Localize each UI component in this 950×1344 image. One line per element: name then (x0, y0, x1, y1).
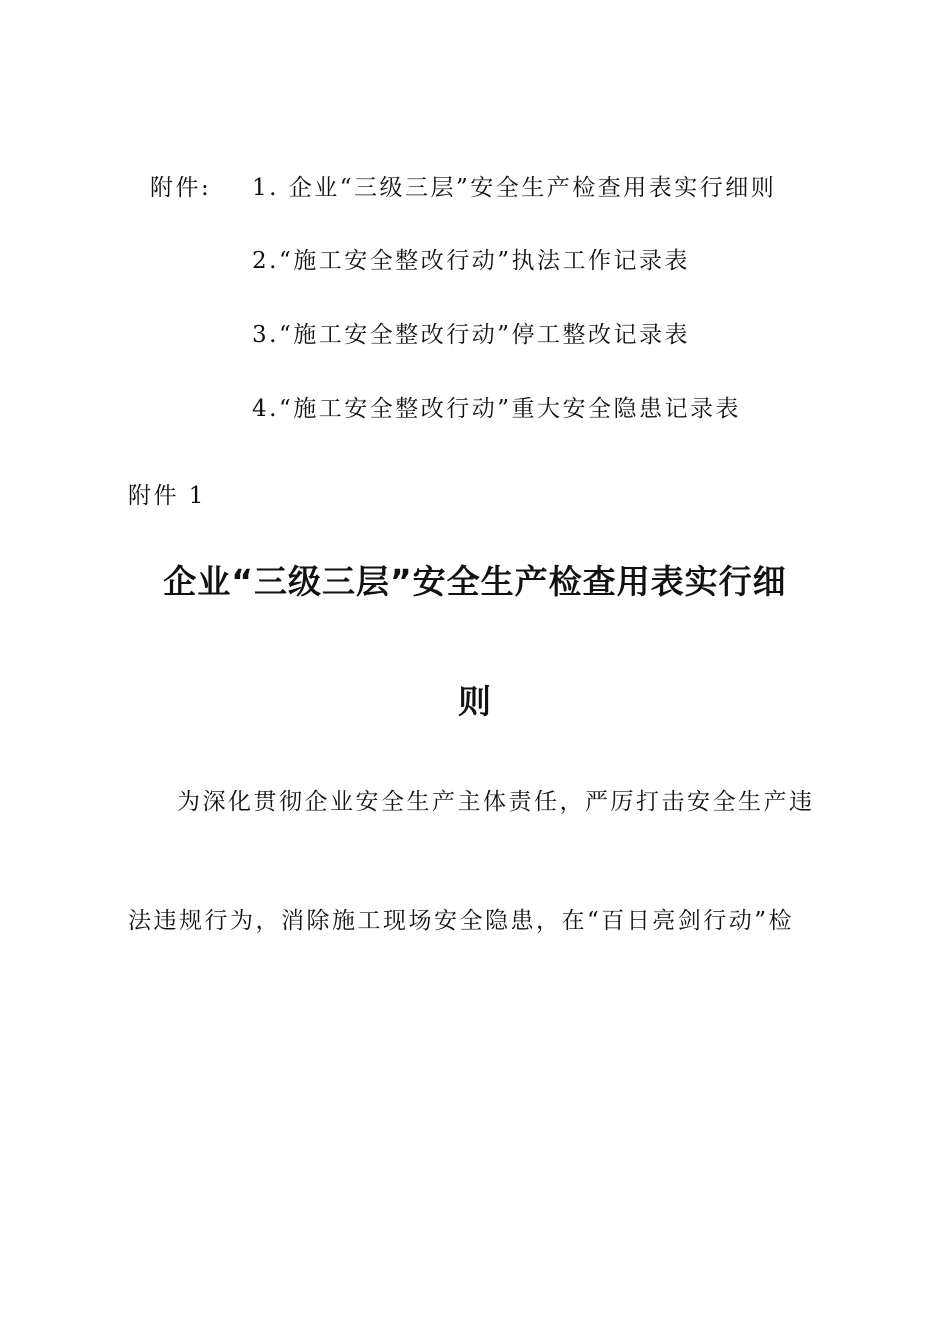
attachment-item-4: 4.“施工安全整改行动”重大安全隐患记录表 (252, 396, 741, 422)
attachment-item-3: 3.“施工安全整改行动”停工整改记录表 (252, 322, 690, 348)
attachment-item-2: 2.“施工安全整改行动”执法工作记录表 (252, 248, 690, 274)
attachment-item-1: 1. 企业“三级三层”安全生产检查用表实行细则 (252, 175, 777, 201)
annex-title-line-1: 企业“三级三层”安全生产检查用表实行细 (163, 562, 787, 601)
body-paragraph-line-2: 法违规行为，消除施工现场安全隐患，在“百日亮剑行动”检 (128, 908, 795, 934)
annex-title-line-2: 则 (458, 682, 492, 721)
attachments-label: 附件: (150, 175, 212, 201)
annex-label: 附件 1 (128, 483, 206, 509)
body-paragraph-line-1: 为深化贯彻企业安全生产主体责任，严厉打击安全生产违 (177, 789, 815, 815)
